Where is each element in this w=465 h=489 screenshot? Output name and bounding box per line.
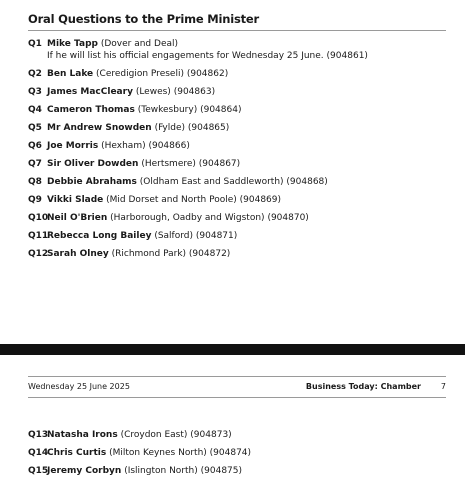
questions-list-top (28, 38, 453, 266)
question-number: Q6 (28, 141, 42, 151)
question-number: Q15 (28, 466, 49, 476)
footer-section-label: Business Today: Chamber (305, 382, 421, 391)
question-body (47, 248, 453, 260)
question-body (47, 465, 453, 477)
member-name: Jeremy Corbyn (47, 466, 122, 476)
member-name: James MacCleary (47, 87, 133, 97)
question-reference: (904869) (239, 195, 282, 205)
member-name: Joe Morris (47, 141, 99, 151)
question-item (28, 248, 453, 260)
question-number: Q7 (28, 159, 42, 169)
question-number: Q5 (28, 123, 42, 133)
member-constituency: (Salford) (154, 231, 193, 241)
member-name: Sir Oliver Dowden (47, 159, 139, 169)
member-constituency: (Hexham) (101, 141, 146, 151)
question-reference: (904867) (198, 159, 241, 169)
member-constituency: (Richmond Park) (111, 249, 187, 259)
member-name: Ben Lake (47, 69, 94, 79)
question-body (47, 104, 453, 116)
question-reference: (904872) (188, 249, 231, 259)
question-item (28, 230, 453, 242)
question-body (47, 194, 453, 206)
footer-page-number: 7 (440, 382, 446, 391)
member-constituency: (Hertsmere) (141, 159, 196, 169)
question-number: Q1 (28, 39, 42, 49)
question-body (47, 447, 453, 459)
question-body (47, 122, 453, 134)
question-reference: (904864) (200, 105, 242, 115)
member-name: Rebecca Long Bailey (47, 231, 152, 241)
member-name: Mr Andrew Snowden (47, 123, 152, 133)
question-item (28, 465, 453, 477)
page-break-band (0, 344, 465, 355)
question-number: Q2 (28, 69, 42, 79)
member-name: Debbie Abrahams (47, 177, 137, 187)
question-body (47, 38, 453, 62)
question-item (28, 104, 453, 116)
question-body (47, 86, 453, 98)
question-reference: (904874) (209, 448, 252, 458)
question-reference: (904863) (173, 87, 216, 97)
question-text-line (47, 50, 453, 62)
question-number: Q13 (28, 430, 49, 440)
question-reference: (904871) (195, 231, 238, 241)
question-item (28, 429, 453, 441)
member-constituency: (Croydon East) (120, 430, 188, 440)
question-text: If he will list his official engagements for Wednesday 25 June. (47, 51, 324, 61)
question-number: Q4 (28, 105, 42, 115)
member-constituency: (Fylde) (154, 123, 186, 133)
question-item (28, 447, 453, 459)
member-name: Cameron Thomas (47, 105, 135, 115)
footer-rule-bottom (28, 397, 446, 398)
question-reference: (904868) (286, 177, 328, 187)
member-name: Natasha Irons (47, 430, 118, 440)
question-item (28, 122, 453, 134)
member-name: Neil O'Brien (47, 213, 108, 223)
member-name: Chris Curtis (47, 448, 107, 458)
member-constituency: (Ceredigion Preseli) (96, 69, 184, 79)
member-constituency: (Oldham East and Saddleworth) (139, 177, 284, 187)
member-constituency: (Lewes) (135, 87, 171, 97)
question-item (28, 176, 453, 188)
question-number: Q3 (28, 87, 42, 97)
question-number: Q8 (28, 177, 42, 187)
question-reference: (904875) (200, 466, 243, 476)
question-item (28, 158, 453, 170)
member-constituency: (Mid Dorset and North Poole) (106, 195, 237, 205)
question-reference: (904861) (326, 51, 368, 61)
question-reference: (904873) (190, 430, 232, 440)
question-number: Q9 (28, 195, 42, 205)
section-title: Oral Questions to the Prime Minister (28, 12, 259, 26)
question-item (28, 38, 453, 62)
question-body (47, 212, 453, 224)
member-constituency: (Islington North) (124, 466, 198, 476)
member-name: Vikki Slade (47, 195, 104, 205)
question-body (47, 230, 453, 242)
member-name: Mike Tapp (47, 39, 98, 49)
member-constituency: (Tewkesbury) (137, 105, 198, 115)
question-body (47, 68, 453, 80)
question-number: Q10 (28, 213, 49, 223)
question-body (47, 158, 453, 170)
question-item (28, 140, 453, 152)
question-item (28, 194, 453, 206)
question-number: Q14 (28, 448, 49, 458)
question-reference: (904866) (148, 141, 190, 151)
question-body (47, 176, 453, 188)
footer-rule-top (28, 376, 446, 377)
member-constituency: (Dover and Deal) (100, 39, 179, 49)
question-item (28, 68, 453, 80)
question-number: Q11 (28, 231, 49, 241)
question-number: Q12 (28, 249, 49, 259)
question-item (28, 86, 453, 98)
question-reference: (904865) (187, 123, 230, 133)
member-constituency: (Harborough, Oadby and Wigston) (110, 213, 265, 223)
member-constituency: (Milton Keynes North) (109, 448, 207, 458)
member-name: Sarah Olney (47, 249, 109, 259)
question-body (47, 140, 453, 152)
question-body (47, 429, 453, 441)
question-reference: (904862) (186, 69, 229, 79)
question-item (28, 212, 453, 224)
questions-list-bottom (28, 429, 453, 483)
question-reference: (904870) (267, 213, 309, 223)
title-underline (28, 30, 446, 31)
footer-date: Wednesday 25 June 2025 (28, 382, 130, 391)
